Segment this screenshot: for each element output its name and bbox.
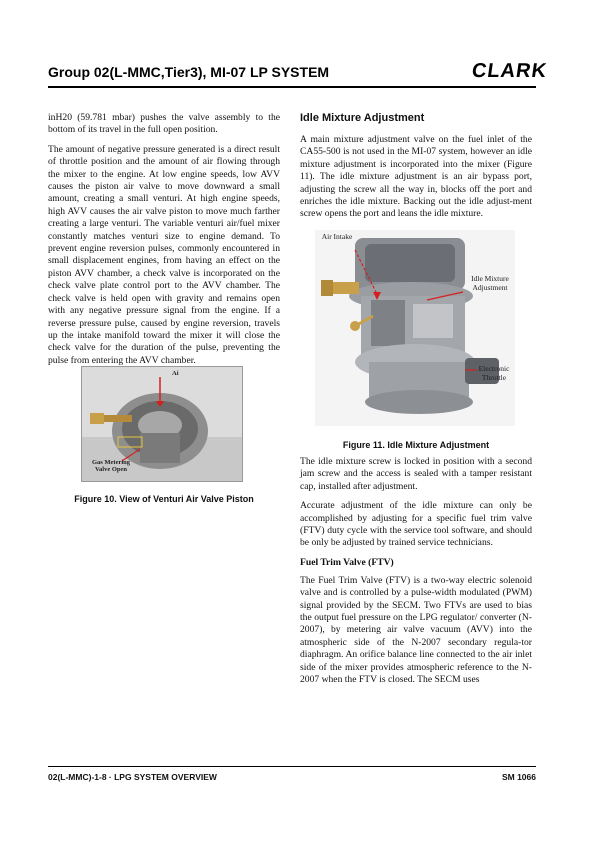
figure-11-image	[315, 230, 515, 426]
left-column	[48, 112, 280, 374]
right-column	[300, 112, 532, 228]
right-column-continued	[300, 456, 532, 694]
page-header-title: Group 02(L-MMC,Tier3), MI-07 LP SYSTEM	[48, 64, 330, 80]
figure-11-caption: Figure 11. Idle Mixture Adjustment	[342, 440, 490, 450]
paragraph: A main mixture adjustment valve on the fuel inlet of the CA55-500 is not used in the MI-07 system, however an idle mixture adjustment is incorporated into the mixer (Figure 11). The idle mixture adjustment is an air bypass port, adjusting the screw all the way in, blocks off the port and enriches the idle mixture. Backing out the idle adjust-ment screw opens the port and leans the idle mixture.	[300, 134, 532, 220]
clark-logo: CLARK	[470, 60, 549, 82]
header-rule	[48, 86, 536, 88]
footer-manual-number: SM 1066	[501, 772, 536, 782]
figure-10-caption: Figure 10. View of Venturi Air Valve Piston	[74, 494, 254, 504]
section-heading: Idle Mixture Adjustment	[300, 112, 425, 124]
footer-rule	[48, 766, 536, 767]
figure-11-label-idle-mixture: Idle Mixture Adjustment	[471, 274, 509, 292]
figure-10-label-air: Ai	[172, 370, 179, 377]
paragraph: Accurate adjustment of the idle mixture can only be accomplished by adjusting for a specific fuel trim valve (FTV) duty cycle with the service tool software, and should be only be adjusted by trained service technicians.	[300, 500, 532, 549]
paragraph: The idle mixture screw is locked in position with a second jam screw and the access is sealed with a tamper resistant cap, installed after adjustment.	[300, 456, 532, 492]
figure-10-image	[81, 366, 243, 482]
footer-page-label: 02(L-MMC)-1-8 · LPG SYSTEM OVERVIEW	[48, 772, 217, 782]
paragraph: The amount of negative pressure generated is a direct result of throttle position and the amount of air flowing through the mixer to the engine. At low engine speeds, low AVV causes the piston air valve to move downward a small amount, creating a small venturi. At high engine speeds, high AVV causes the air valve piston to move much farther creating a large venturi. The variable venturi air/fuel mixer constantly matches venturi size to engine demand. To prevent engine reversion pulses, commonly encountered in small displacement engines, from having an effect on the piston AVV chamber, a check valve is incorporated on the check valve plate control port to the AVV chamber. The check valve is held open with gravity and remains open with any negative pressure signal from the engine. If a reverse pressure pulse, caused by engine reversion, travels up the intake manifold toward the mixer it will close the check valve for the duration of the pulse, preventing the pulse from entering the AVV chamber.	[48, 143, 280, 366]
figure-11-label-air-intake: Air Intake	[321, 232, 353, 241]
paragraph: The Fuel Trim Valve (FTV) is a two-way electric solenoid valve and is controlled by a pulse-width modulated (PWM) signal provided by the SECM. Two FTVs are used to bias the output fuel pressure on the LPG regulator/ converter (N-2007), by metering air valve vacuum (AVV) into the atmospheric side of the N-2007 secondary regula-tor diaphragm. An orifice balance line connected to the air inlet side of the mixer provides atmospheric reference to the N-2007 when the FTV is closed. The SECM uses	[300, 574, 532, 686]
figure-10-label-gas: Gas Metering Valve Open	[91, 459, 131, 473]
figure-11-label-electronic-throttle: Electronic Throttle	[478, 364, 510, 382]
mixer-illustration	[315, 230, 515, 426]
paragraph: inH20 (59.781 mbar) pushes the valve assembly to the bottom of its travel in the full open position.	[48, 112, 280, 136]
sub-heading: Fuel Trim Valve (FTV)	[300, 556, 394, 568]
